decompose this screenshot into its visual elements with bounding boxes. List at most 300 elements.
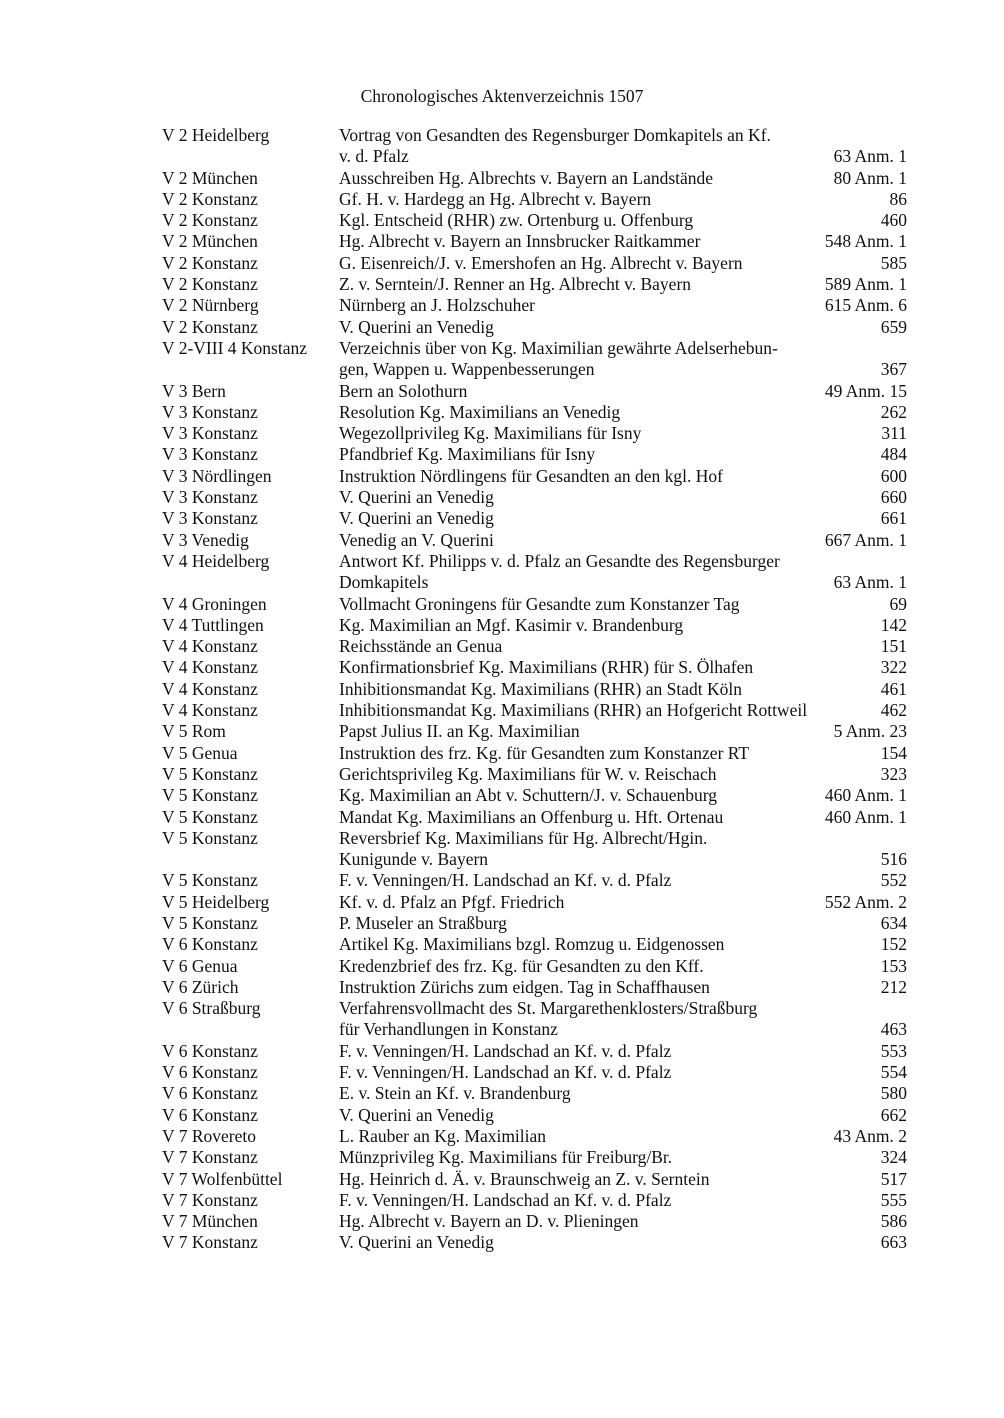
entry-row [162, 934, 907, 955]
entry-description: P. Museler an Straßburg [339, 912, 507, 933]
entry-row [162, 295, 907, 316]
entry-row [162, 1083, 907, 1104]
entry-row [162, 998, 907, 1041]
entry-body [339, 444, 907, 465]
entry-body [339, 338, 907, 381]
entry-line [339, 1147, 907, 1168]
entry-description: für Verhandlungen in Konstanz [339, 1019, 558, 1040]
entry-row [162, 657, 907, 678]
entry-date: V 5 Konstanz [162, 912, 258, 933]
entry-line [339, 956, 907, 977]
entry-description: L. Rauber an Kg. Maximilian [339, 1125, 547, 1146]
entry-reference: 484 [880, 444, 907, 465]
entry-date: V 3 Bern [162, 380, 226, 401]
entry-date: V 7 Konstanz [162, 1232, 258, 1253]
entry-date: V 2 München [162, 167, 258, 188]
entry-reference: 142 [880, 614, 907, 635]
entry-body [339, 1083, 907, 1104]
entry-date: V 6 Zürich [162, 976, 239, 997]
entry-body [339, 1147, 907, 1168]
entry-row [162, 274, 907, 295]
entry-body [339, 210, 907, 231]
entry-line [339, 274, 907, 295]
entry-reference: 86 [889, 188, 907, 209]
entry-date: V 2 Konstanz [162, 252, 258, 273]
entry-row [162, 466, 907, 487]
entry-row [162, 253, 907, 274]
entry-body [339, 679, 907, 700]
entry-date: V 4 Konstanz [162, 636, 258, 657]
entry-reference: 262 [880, 401, 907, 422]
entry-date: V 5 Konstanz [162, 870, 258, 891]
entry-body [339, 295, 907, 316]
entry-row [162, 423, 907, 444]
entry-row [162, 508, 907, 529]
entry-reference: 659 [880, 316, 907, 337]
entry-body [339, 1232, 907, 1253]
entry-body [339, 764, 907, 785]
entry-date: V 5 Rom [162, 721, 226, 742]
page-title: Chronologisches Aktenverzeichnis 1507 [360, 86, 644, 106]
entry-description: Ausschreiben Hg. Albrechts v. Bayern an Landstände [339, 167, 714, 188]
entry-date: V 5 Konstanz [162, 763, 258, 784]
entry-description: F. v. Venningen/H. Landschad an Kf. v. d. Pfalz [339, 870, 672, 891]
entry-description: Domkapitels [339, 572, 429, 593]
entry-description: Verzeichnis über von Kg. Maximilian gewährte Adelserhebun- [339, 337, 778, 358]
entry-row [162, 870, 907, 891]
entry-row [162, 977, 907, 998]
entry-line [339, 317, 907, 338]
entry-row [162, 338, 907, 381]
entry-row [162, 785, 907, 806]
entry-description: Instruktion Zürichs zum eidgen. Tag in Schaffhausen [339, 976, 710, 997]
entry-description: Nürnberg an J. Holzschuher [339, 295, 536, 316]
entry-line [339, 785, 907, 806]
entry-reference: 585 [880, 252, 907, 273]
entry-row [162, 381, 907, 402]
entry-line [339, 1169, 907, 1190]
entry-line [339, 636, 907, 657]
entry-date: V 4 Heidelberg [162, 550, 270, 571]
entry-description: Kf. v. d. Pfalz an Pfgf. Friedrich [339, 891, 565, 912]
entry-line [339, 466, 907, 487]
entry-reference: 552 [880, 870, 907, 891]
entry-date: V 4 Konstanz [162, 657, 258, 678]
entry-description: Mandat Kg. Maximilians an Offenburg u. Hft. Ortenau [339, 806, 724, 827]
entry-reference: 663 [880, 1232, 907, 1253]
entry-body [339, 998, 907, 1041]
entry-row [162, 444, 907, 465]
entry-reference: 63 Anm. 1 [833, 146, 907, 167]
entry-line [339, 125, 907, 146]
entry-body [339, 828, 907, 871]
entry-row [162, 487, 907, 508]
entry-date: V 2 Heidelberg [162, 125, 270, 145]
entry-description: F. v. Venningen/H. Landschad an Kf. v. d. Pfalz [339, 1189, 672, 1210]
entry-row [162, 1169, 907, 1190]
entry-body [339, 785, 907, 806]
entry-row [162, 913, 907, 934]
entry-description: Reichsstände an Genua [339, 636, 503, 657]
entry-description: v. d. Pfalz [339, 146, 409, 167]
entry-body [339, 508, 907, 529]
entry-line [339, 402, 907, 423]
entry-body [339, 402, 907, 423]
entry-date: V 2 Konstanz [162, 188, 258, 209]
entry-description: F. v. Venningen/H. Landschad an Kf. v. d. Pfalz [339, 1062, 672, 1083]
entry-line [339, 1019, 907, 1040]
entry-body [339, 317, 907, 338]
entry-line [339, 657, 907, 678]
entry-reference: 322 [880, 657, 907, 678]
entry-date: V 3 Konstanz [162, 508, 258, 529]
entry-date: V 3 Konstanz [162, 444, 258, 465]
entry-description: Hg. Heinrich d. Ä. v. Braunschweig an Z. v. Serntein [339, 1168, 710, 1189]
entry-date: V 3 Venedig [162, 529, 249, 550]
entry-date: V 3 Konstanz [162, 401, 258, 422]
entry-date: V 6 Konstanz [162, 1083, 258, 1104]
entry-date: V 4 Konstanz [162, 678, 258, 699]
entry-description: Wegezollprivileg Kg. Maximilians für Isny [339, 423, 642, 444]
entry-date: V 6 Genua [162, 955, 238, 976]
entry-date: V 6 Konstanz [162, 934, 258, 955]
entry-date: V 7 München [162, 1211, 258, 1232]
entry-row [162, 828, 907, 871]
entry-line [339, 253, 907, 274]
entry-body [339, 1062, 907, 1083]
entry-body [339, 807, 907, 828]
entry-line [339, 338, 907, 359]
entry-row [162, 615, 907, 636]
entry-list [162, 125, 907, 1254]
entry-line [339, 1232, 907, 1253]
entry-reference: 516 [880, 849, 907, 870]
entry-body [339, 700, 907, 721]
entry-reference: 662 [880, 1104, 907, 1125]
entry-row [162, 189, 907, 210]
entry-body [339, 231, 907, 252]
entry-description: Z. v. Serntein/J. Renner an Hg. Albrecht v. Bayern [339, 274, 692, 295]
entry-date: V 2 Konstanz [162, 274, 258, 295]
entry-body [339, 615, 907, 636]
entry-date: V 3 Konstanz [162, 423, 258, 444]
entry-date: V 3 Nördlingen [162, 465, 272, 486]
entry-line [339, 423, 907, 444]
entry-description: Verfahrensvollmacht des St. Margarethenklosters/Straßburg [339, 998, 758, 1019]
entry-line [339, 700, 907, 721]
entry-line [339, 1211, 907, 1232]
entry-body [339, 977, 907, 998]
entry-reference: 517 [880, 1168, 907, 1189]
entry-date: V 6 Konstanz [162, 1062, 258, 1083]
entry-body [339, 892, 907, 913]
entry-line [339, 572, 907, 593]
entry-body [339, 530, 907, 551]
entry-body [339, 913, 907, 934]
entry-description: Vortrag von Gesandten des Regensburger Domkapitels an Kf. [339, 125, 771, 145]
entry-reference: 49 Anm. 15 [824, 380, 907, 401]
entry-reference: 43 Anm. 2 [833, 1125, 907, 1146]
entry-line [339, 530, 907, 551]
entry-line [339, 381, 907, 402]
entry-description: F. v. Venningen/H. Landschad an Kf. v. d. Pfalz [339, 1040, 672, 1061]
entry-description: Bern an Solothurn [339, 380, 468, 401]
entry-line [339, 444, 907, 465]
entry-reference: 460 Anm. 1 [824, 785, 907, 806]
entry-body [339, 1211, 907, 1232]
entry-reference: 63 Anm. 1 [833, 572, 907, 593]
entry-date: V 7 Konstanz [162, 1147, 258, 1168]
entry-line [339, 1041, 907, 1062]
entry-reference: 323 [880, 763, 907, 784]
entry-date: V 5 Konstanz [162, 827, 258, 848]
entry-reference: 589 Anm. 1 [824, 274, 907, 295]
entry-body [339, 466, 907, 487]
entry-description: Hg. Albrecht v. Bayern an D. v. Plieningen [339, 1211, 639, 1232]
entry-date: V 2 Nürnberg [162, 295, 259, 316]
entry-description: Vollmacht Groningens für Gesandte zum Konstanzer Tag [339, 593, 740, 614]
entry-reference: 460 [880, 210, 907, 231]
entry-description: Instruktion des frz. Kg. für Gesandten zum Konstanzer RT [339, 742, 750, 763]
entry-line [339, 1105, 907, 1126]
entry-body [339, 743, 907, 764]
entry-reference: 600 [880, 465, 907, 486]
entry-row [162, 1126, 907, 1147]
entry-date: V 2 Konstanz [162, 210, 258, 231]
entry-line [339, 934, 907, 955]
entry-description: Inhibitionsmandat Kg. Maximilians (RHR) an Hofgericht Rottweil [339, 700, 808, 721]
entry-body [339, 1105, 907, 1126]
entry-line [339, 913, 907, 934]
entry-reference: 324 [880, 1147, 907, 1168]
entry-date: V 6 Straßburg [162, 998, 261, 1019]
entry-description: Kg. Maximilian an Abt v. Schuttern/J. v. Schauenburg [339, 785, 717, 806]
entry-date: V 5 Heidelberg [162, 891, 270, 912]
entry-description: G. Eisenreich/J. v. Emershofen an Hg. Albrecht v. Bayern [339, 252, 743, 273]
entry-reference: 461 [880, 678, 907, 699]
entry-body [339, 657, 907, 678]
entry-description: Reversbrief Kg. Maximilians für Hg. Albrecht/Hgin. [339, 827, 708, 848]
entry-date: V 2-VIII 4 Konstanz [162, 337, 307, 358]
entry-description: gen, Wappen u. Wappenbesserungen [339, 359, 595, 380]
entry-description: Gerichtsprivileg Kg. Maximilians für W. v. Reischach [339, 763, 717, 784]
entry-line [339, 231, 907, 252]
entry-row [162, 679, 907, 700]
entry-reference: 152 [880, 934, 907, 955]
entry-reference: 586 [880, 1211, 907, 1232]
entry-row [162, 530, 907, 551]
entry-body [339, 381, 907, 402]
entry-row [162, 1041, 907, 1062]
entry-row [162, 402, 907, 423]
entry-date: V 6 Konstanz [162, 1040, 258, 1061]
entry-row [162, 721, 907, 742]
entry-date: V 6 Konstanz [162, 1104, 258, 1125]
entry-reference: 555 [880, 1189, 907, 1210]
entry-line [339, 487, 907, 508]
entry-row [162, 743, 907, 764]
entry-reference: 462 [880, 700, 907, 721]
entry-body [339, 189, 907, 210]
entry-body [339, 1126, 907, 1147]
entry-description: Gf. H. v. Hardegg an Hg. Albrecht v. Bayern [339, 188, 652, 209]
entry-date: V 2 München [162, 231, 258, 252]
entry-body [339, 551, 907, 594]
entry-line [339, 551, 907, 572]
entry-line [339, 295, 907, 316]
entry-reference: 151 [880, 636, 907, 657]
entry-date: V 7 Konstanz [162, 1189, 258, 1210]
entry-description: Pfandbrief Kg. Maximilians für Isny [339, 444, 596, 465]
entry-line [339, 764, 907, 785]
entry-reference: 153 [880, 955, 907, 976]
entry-date: V 5 Genua [162, 742, 238, 763]
entry-date: V 4 Groningen [162, 593, 267, 614]
entry-row [162, 168, 907, 189]
entry-description: Instruktion Nördlingens für Gesandten an den kgl. Hof [339, 465, 723, 486]
entry-description: Inhibitionsmandat Kg. Maximilians (RHR) an Stadt Köln [339, 678, 742, 699]
entry-reference: 212 [880, 976, 907, 997]
entry-description: Kredenzbrief des frz. Kg. für Gesandten zu den Kff. [339, 955, 704, 976]
entry-description: V. Querini an Venedig [339, 1232, 494, 1253]
entry-line [339, 807, 907, 828]
entry-line [339, 679, 907, 700]
entry-row [162, 1211, 907, 1232]
entry-reference: 80 Anm. 1 [833, 167, 907, 188]
entry-reference: 460 Anm. 1 [824, 806, 907, 827]
entry-description: Papst Julius II. an Kg. Maximilian [339, 721, 580, 742]
entry-line [339, 1083, 907, 1104]
entry-description: V. Querini an Venedig [339, 1104, 494, 1125]
entry-row [162, 892, 907, 913]
entry-line [339, 615, 907, 636]
entry-body [339, 956, 907, 977]
entry-line [339, 1126, 907, 1147]
entry-body [339, 870, 907, 891]
entry-line [339, 594, 907, 615]
entry-row [162, 551, 907, 594]
entry-reference: 634 [880, 912, 907, 933]
entry-reference: 463 [880, 1019, 907, 1040]
entry-reference: 311 [881, 423, 907, 444]
entry-date: V 7 Wolfenbüttel [162, 1168, 283, 1189]
entry-row [162, 1105, 907, 1126]
entry-row [162, 636, 907, 657]
entry-line [339, 849, 907, 870]
entry-date: V 4 Tuttlingen [162, 614, 264, 635]
entry-date: V 7 Rovereto [162, 1125, 256, 1146]
entry-date: V 4 Konstanz [162, 700, 258, 721]
entry-row [162, 210, 907, 231]
entry-row [162, 807, 907, 828]
entry-reference: 367 [880, 359, 907, 380]
entry-description: Venedig an V. Querini [339, 529, 494, 550]
entry-line [339, 1062, 907, 1083]
entry-reference: 615 Anm. 6 [824, 295, 907, 316]
entry-line [339, 828, 907, 849]
entry-reference: 5 Anm. 23 [833, 721, 907, 742]
entry-reference: 553 [880, 1040, 907, 1061]
entry-row [162, 956, 907, 977]
entry-row [162, 1190, 907, 1211]
entry-line [339, 977, 907, 998]
entry-row [162, 764, 907, 785]
entry-description: V. Querini an Venedig [339, 508, 494, 529]
entry-body [339, 168, 907, 189]
entry-line [339, 743, 907, 764]
entry-line [339, 508, 907, 529]
entry-date: V 5 Konstanz [162, 806, 258, 827]
entry-line [339, 189, 907, 210]
entry-row [162, 1147, 907, 1168]
entry-body [339, 1169, 907, 1190]
entry-line [339, 998, 907, 1019]
entry-body [339, 636, 907, 657]
entry-description: Resolution Kg. Maximilians an Venedig [339, 401, 621, 422]
entry-description: Kg. Maximilian an Mgf. Kasimir v. Brandenburg [339, 614, 684, 635]
entry-reference: 552 Anm. 2 [824, 891, 907, 912]
entry-row [162, 231, 907, 252]
entry-reference: 154 [880, 742, 907, 763]
entry-description: Konfirmationsbrief Kg. Maximilians (RHR) für S. Ölhafen [339, 657, 754, 678]
entry-body [339, 934, 907, 955]
entry-line [339, 870, 907, 891]
entry-row [162, 1062, 907, 1083]
entry-line [339, 168, 907, 189]
entry-row [162, 125, 907, 168]
entry-line [339, 1190, 907, 1211]
entry-body [339, 1190, 907, 1211]
entry-row [162, 700, 907, 721]
entry-line [339, 146, 907, 167]
entry-description: V. Querini an Venedig [339, 487, 494, 508]
entry-body [339, 1041, 907, 1062]
entry-reference: 548 Anm. 1 [824, 231, 907, 252]
entry-reference: 554 [880, 1062, 907, 1083]
entry-description: V. Querini an Venedig [339, 316, 494, 337]
entry-row [162, 1232, 907, 1253]
entry-body [339, 274, 907, 295]
entry-date: V 2 Konstanz [162, 316, 258, 337]
entry-date: V 5 Konstanz [162, 785, 258, 806]
entry-body [339, 423, 907, 444]
entry-body [339, 487, 907, 508]
entry-line [339, 892, 907, 913]
entry-description: Antwort Kf. Philipps v. d. Pfalz an Gesandte des Regensburger [339, 550, 780, 571]
entry-body [339, 594, 907, 615]
entry-body [339, 125, 907, 168]
entry-reference: 667 Anm. 1 [824, 529, 907, 550]
entry-description: Münzprivileg Kg. Maximilians für Freiburg/Br. [339, 1147, 673, 1168]
entry-row [162, 594, 907, 615]
entry-description: Hg. Albrecht v. Bayern an Innsbrucker Raitkammer [339, 231, 701, 252]
entry-reference: 69 [889, 593, 907, 614]
entry-description: Kunigunde v. Bayern [339, 849, 489, 870]
entry-line [339, 721, 907, 742]
entry-description: E. v. Stein an Kf. v. Brandenburg [339, 1083, 571, 1104]
entry-line [339, 359, 907, 380]
entry-reference: 660 [880, 487, 907, 508]
entry-reference: 580 [880, 1083, 907, 1104]
entry-line [339, 210, 907, 231]
entry-body [339, 253, 907, 274]
entry-description: Artikel Kg. Maximilians bzgl. Romzug u. Eidgenossen [339, 934, 725, 955]
entry-body [339, 721, 907, 742]
entry-description: Kgl. Entscheid (RHR) zw. Ortenburg u. Offenburg [339, 210, 694, 231]
entry-row [162, 317, 907, 338]
entry-reference: 661 [880, 508, 907, 529]
entry-date: V 3 Konstanz [162, 487, 258, 508]
